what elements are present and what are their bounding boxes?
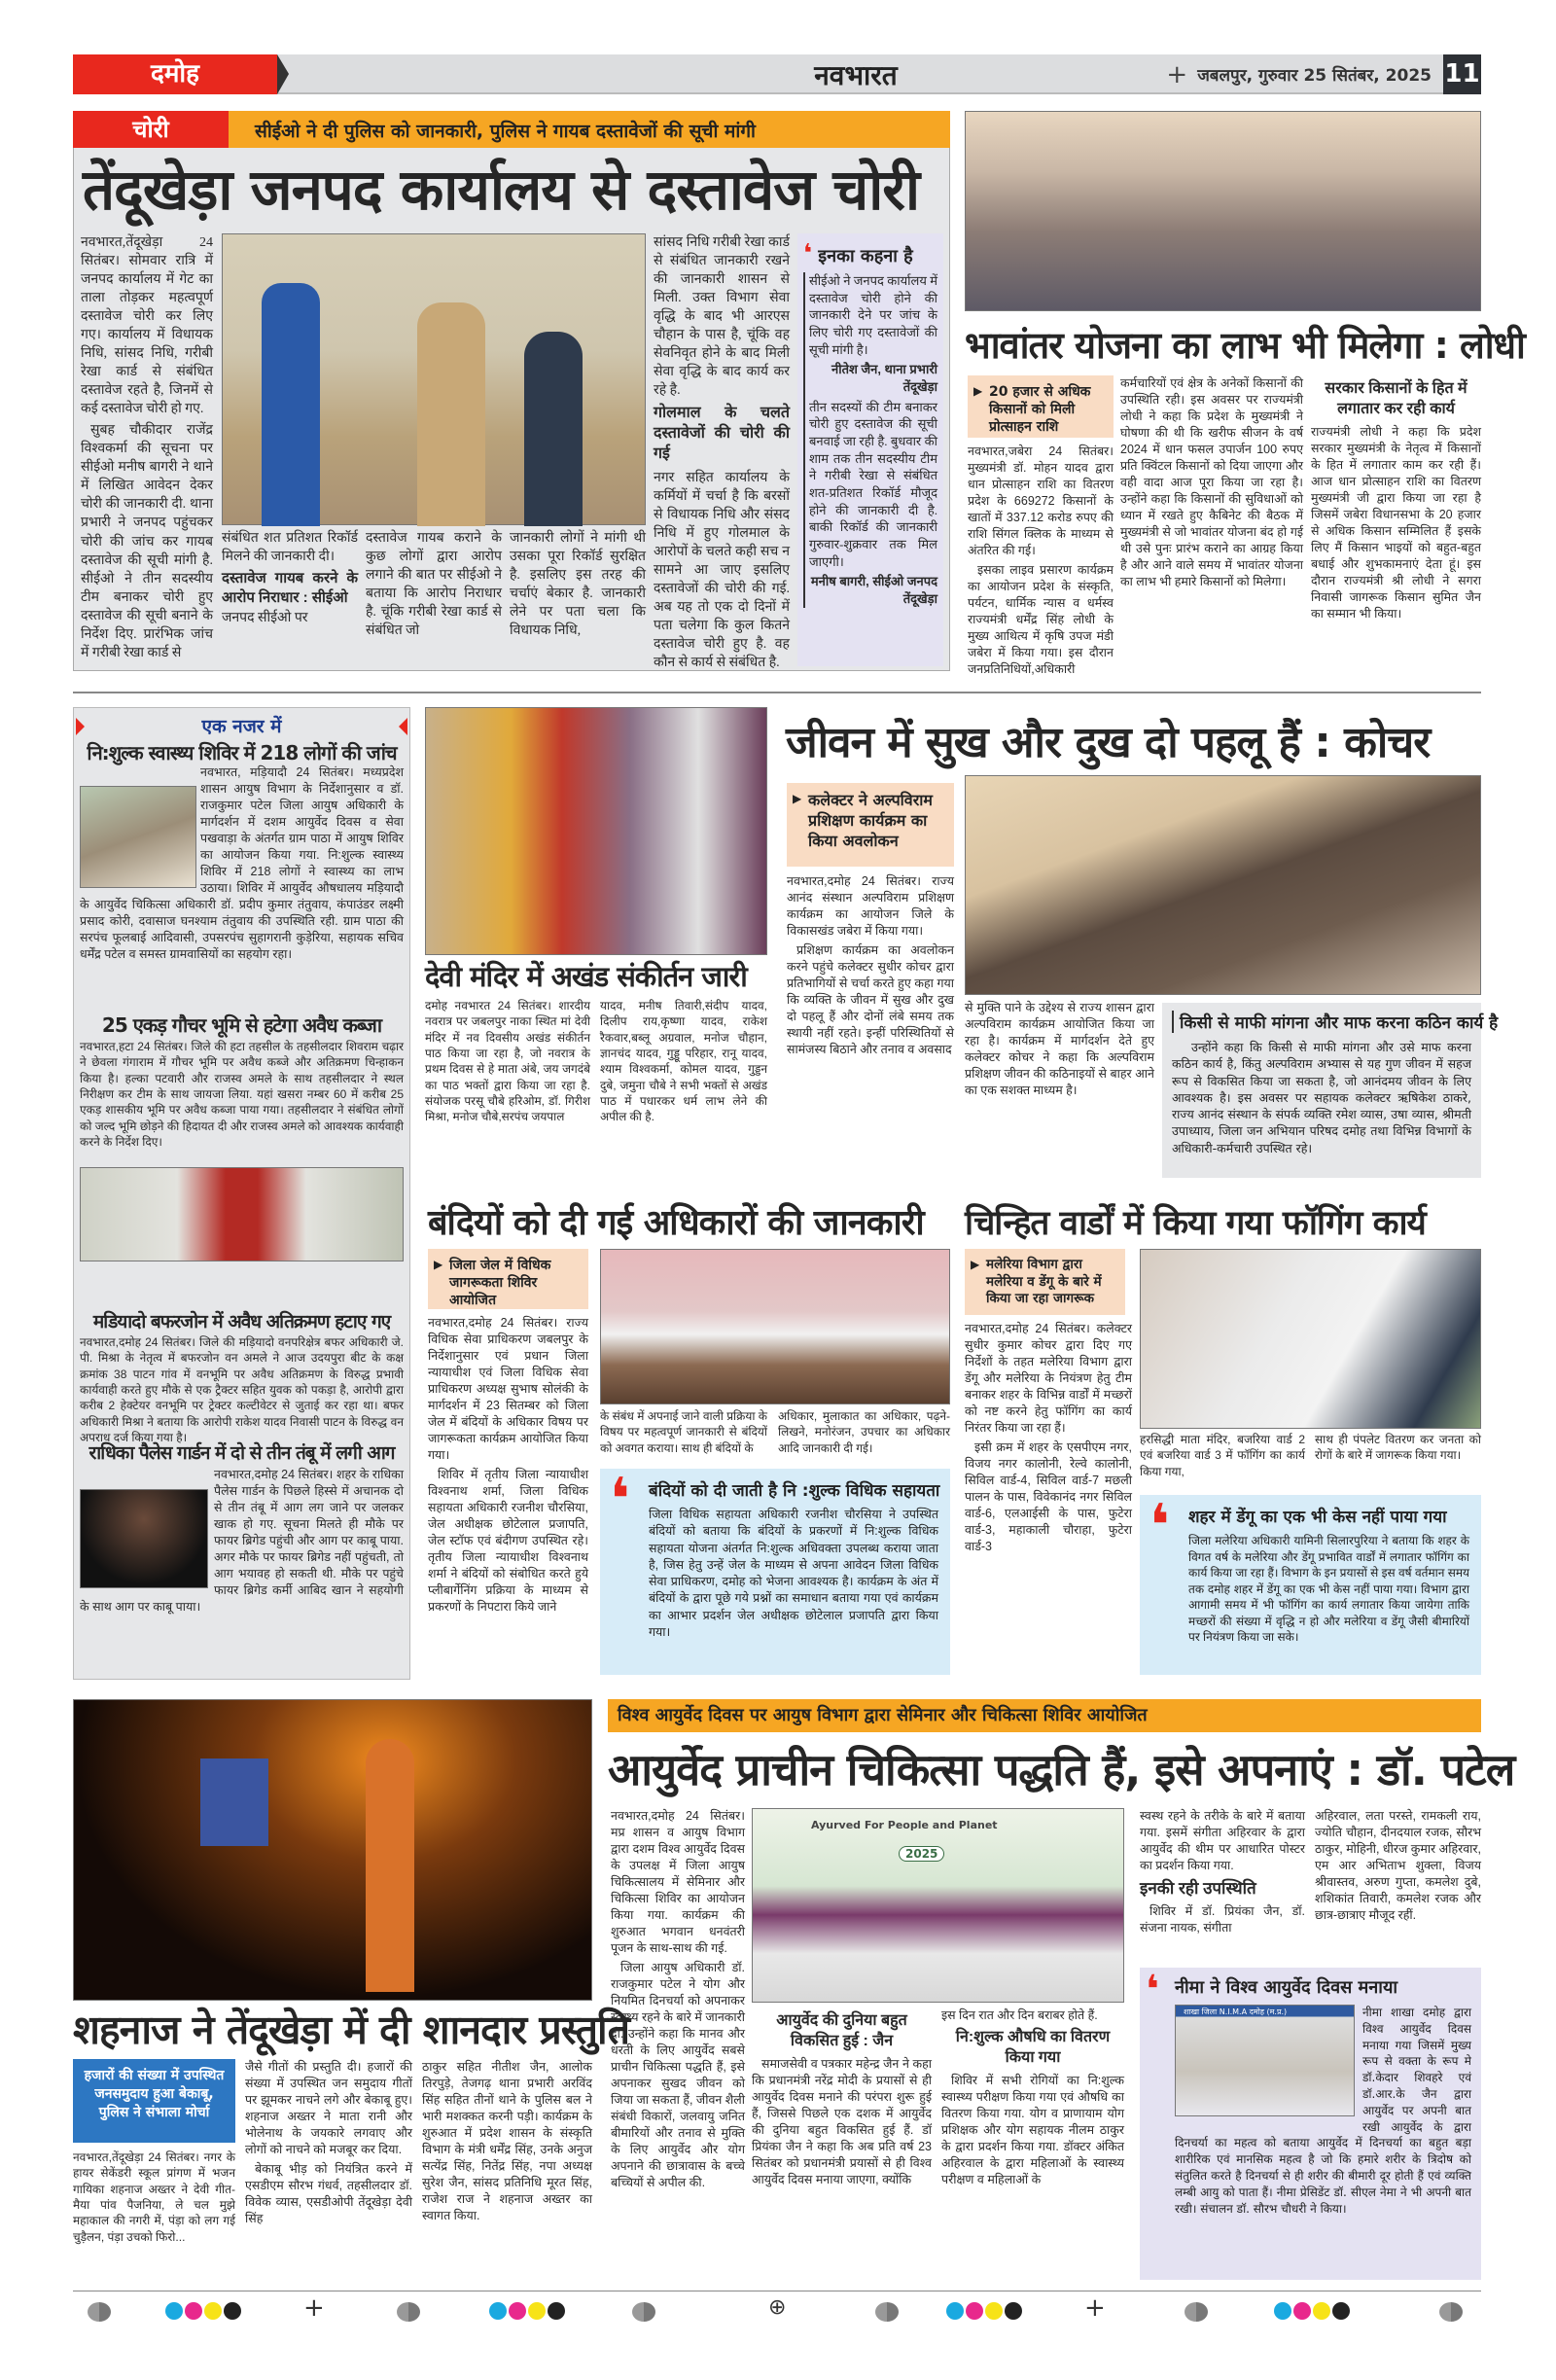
photo-devi-temple [425, 707, 767, 955]
cmyk-dot-icon [489, 2302, 507, 2320]
jail-quote-box: ❛ बंदियों को दी जाती है नि :शुल्क विधिक सहायता जिला विधिक सहायता अधिकारी रजनीश चौरसिया ने उपस्थित बंदियों को बताया कि बंदियों के प्रकरणों में नि:शुल्क विधिक सहायता योजना अंतर्गत नि:शुल्क अधिवक्ता उपलब्ध कराया जाता है, जिस हेतु उन्हें जेल के माध्यम से अपना आवेदन जिला विधिक सेवा प्राधिकरण, दमोह को भेजना आवश्यक है। कार्यक्रम के अंत में बंदियों के द्वारा पूछे गये प्रश्नों का समाधान बताया गया एवं कार्यक्रम का आभार प्रदर्शन जेल अधीक्षक छोटेलाल प्रजापति द्वारा किया गया। [600, 1469, 950, 1675]
photo-ayurveda-seminar [752, 1808, 1124, 2003]
kochar-subhead: ▶ कलेक्टर ने अल्पविराम प्रशिक्षण कार्यक्रम का किया अवलोकन [787, 783, 954, 867]
lodhi-subhead: ▶ 20 हजार से अधिक किसानों को मिली प्रोत्साहन राशि [968, 375, 1114, 438]
cmyk-dot-icon [1313, 2302, 1330, 2320]
divider [73, 692, 1481, 693]
top-story-tag: चोरी [73, 111, 229, 148]
dateline: जबलपुर, गुरुवार 25 सितंबर, 2025 [1197, 66, 1432, 86]
fogging-col3: साथ ही पंपलेट वितरण कर जनता को रोगों के बारे में जागरूक किया गया। [1315, 1433, 1481, 1463]
registration-mark-icon [397, 2302, 420, 2322]
photo-jail-camp [600, 1249, 950, 1404]
fire-headline: राधिका पैलेस गार्डन में दो से तीन तंबू में लगी आग [88, 1442, 395, 1464]
top-story-under-photo-c: जानकारी लोगों ने मांगी थी उसका पूरा रिकॉर्ड सुरक्षित है. इसलिए इस तरह की चर्चाएं बेकार है. जानकारी लेने पर पता चला कि विधायक निधि, [510, 531, 646, 639]
shahnaz-col1: नवभारत,तेंदूखेड़ा 24 सितंबर। नगर के हायर सेकेंडरी स्कूल प्रांगण में भजन गायिका शहनाज अख्तर ने देवी गीत-मैया पांव पैजनिया, ले चल मुझे महाकाल की नगरी में, पंड़ा को लग गई चुड़ैलन, पंड़ा उचको फिरो... [73, 2150, 235, 2244]
cmyk-dot-icon [1293, 2302, 1311, 2320]
section-tag-arrow [277, 54, 289, 94]
registration-mark-icon [88, 2302, 111, 2322]
top-story-kicker: सीईओ ने दी पुलिस को जानकारी, पुलिस ने गायब दस्तावेजों की सूची मांगी [255, 121, 756, 142]
shahnaz-col3: ठाकुर सहित नीतीश जैन, आलोक तिरपुड़े, तेजगढ़ थाना प्रभारी अरविंद सिंह सहित तीनों थाने के पुलिस बल ने भारी मशक्कत करनी पड़ी। कार्यक्रम के शुरुआत में प्रदेश शासन के संस्कृति विभाग के मंत्री धर्मेंद्र सिंह, उनके अनुज सत्येंद्र सिंह, नितेंद्र सिंह, नपा अध्यक्ष सुरेश जैन, सांसद प्रतिनिधि मूरत सिंह, राजेश राज ने शहनाज अख्तर का स्वागत किया. [422, 2060, 592, 2222]
quote-box [797, 233, 943, 666]
devi-col2: यादव, मनीष तिवारी,संदीप यादव, दिलीप राय,कृष्णा यादव, राकेश रैकवार,बब्लू अग्रवाल, मनोज चौहान, ज्ञानचंद यादव, गुड्डू परिहार, रानू यादव, श्याम विश्वकर्मा, कोमल यादव, गुड्डन दुबे, जमुना चौबे ने सभी भक्तों से अखंड पाठ में पधारकर धर्म लाभ लेने की अपील की है. [600, 999, 767, 1124]
section-tag: दमोह [73, 54, 277, 94]
quote-mark-icon: ❛ [1146, 1968, 1159, 2012]
quote-1-byline: नीतेश जैन, थाना प्रभारी तेंदूखेड़ा [831, 362, 937, 395]
shahnaz-highlight-box: हजारों की संख्या में उपस्थित जनसमुदाय हुआ बेकाबू, पुलिस ने संभाला मोर्चा [73, 2059, 235, 2143]
photo-farmers-meeting [965, 111, 1481, 311]
ayurveda-col4: स्वस्थ रहने के तरीके के बारे में बताया गया. इसमें संगीता अहिरवार के द्वारा आयुर्वेद की थीम पर आधारित पोस्टर का प्रदर्शन किया गया. इनकी रही उपस्थिति शिविर में डॉ. प्रियंका जैन, डॉ. संजना नायक, संगीता [1140, 1809, 1305, 1936]
jail-col1: नवभारत,दमोह 24 सितंबर। राज्य विधिक सेवा प्राधिकरण जबलपुर के निर्देशानुसार एवं प्रधान जिला न्यायाधीश एवं जिला विधिक सेवा प्राधिकरण अध्यक्ष सुभाष सोलंकी के मार्गदर्शन में 23 सितम्बर को जिला जेल में बंदियों के अधिकार विषय पर जागरूकता कार्यक्रम आयोजित किया गया। शिविर में तृतीय जिला न्यायाधीश विश्वनाथ शर्मा, जिला विधिक सहायता अधिकारी रजनीश चौरसिया, जेल अधीक्षक छोटेलाल प्रजापति, जेल स्टॉफ एवं बंदीगण उपस्थित रहे। तृतीय जिला न्यायाधीश विश्वनाथ शर्मा ने बंदियों को संबोधित करते हुये प्लीबार्गेनिंग प्रक्रिया के माध्यम से प्रकरणों के निपटारा किये जाने [428, 1316, 588, 1614]
ayurveda-headline: आयुर्वेद प्राचीन चिकित्सा पद्धति हैं, इसे अपनाएं : डॉ. पटेल [608, 1744, 1515, 1795]
ayurveda-col3: इस दिन रात और दिन बराबर होते हैं. नि:शुल्क औषधि का वितरण किया गया शिविर में सभी रोगियों का नि:शुल्क स्वास्थ्य परीक्षण किया गया एवं औषधि का वितरण किया गया. योग व प्राणायाम योग प्रशिक्षक और योग सहायक नीलम ठाकुर के द्वारा प्रदर्शन किया गया. डॉक्टर अंकित अहिरवाल के द्वारा महिलाओं के स्वास्थ्य परीक्षण व महिलाओं के [941, 2008, 1124, 2186]
ayurveda-col2: आयुर्वेद की दुनिया बहुत विकसित हुई : जैन समाजसेवी व पत्रकार महेन्द्र जैन ने कहा कि प्रधानमंत्री नरेंद्र मोदी के प्रयासों से ही आयुर्वेद दिवस मनाने की परंपरा शुरू हुई हैं, जिससे पिछले एक दशक में आयुर्वेद की दुनिया बहुत विकसित हुई हैं. डॉ प्रियंका जैन ने कहा कि अब प्रति वर्ष 23 सितंबर को प्रधानमंत्री प्रयासों से ही विश्व आयुर्वेद दिवस मनाया जाएगा, क्योंकि [752, 2012, 932, 2186]
photo-tractor-seized [80, 1167, 404, 1261]
crosshair-icon: + [1166, 59, 1188, 89]
jail-subhead: ▶ जिला जेल में विधिक जागरूकता शिविर आयोजित [428, 1249, 588, 1309]
kochar-col1: नवभारत,दमोह 24 सितंबर। राज्य आनंद संस्थान अल्पविराम प्रशिक्षण कार्यक्रम का आयोजन जिले के विकासखंड जबेरा में किया गया। प्रशिक्षण कार्यक्रम का अवलोकन करने पहुंचे कलेक्टर सुधीर कोचर द्वारा प्रतिभागियों से चर्चा करते हुए कहा गया कि व्यक्ति के जीवन में सुख और दुख दो पहलू हैं और दोनों लंबे समय तक स्थायी नहीं रहते। इन्हीं परिस्थितियों से सामंजस्य बिठाने और तनाव व अवसाद [787, 874, 954, 1056]
buffer-zone-body: नवभारत,दमोह 24 सितंबर। जिले की मड़ियादो वनपरिक्षेत्र बफर अधिकारी जे. पी. मिश्रा के नेतृत्व में बफरजोन वन अमले ने आज उदयपुरा बीट के कक्ष क्रमांक 38 पाटन गांव में वनभूमि पर अवैध अतिक्रमण के विरुद्ध प्रभावी कार्यवाही करते हुए मौके से एक ट्रैक्टर सहित युवक को पकड़ा है, आरोपी द्वारा करीब 2 हेक्टेयर वनभूमि पर ट्रेक्टर कल्टीवेटर से जुताई कर रहा था। बफर अधिकारी मिश्रा ने बताया कि आरोपी राकेश यादव निवासी पाटन के विरुद्ध वन अपराध दर्ज किया गया है। [80, 1335, 404, 1444]
quote-title: इनका कहना है [818, 246, 913, 266]
quote-mark-icon: ❛ [803, 239, 813, 268]
quote-mark-icon: ❛ [610, 1466, 630, 1534]
cmyk-dot-icon [528, 2302, 546, 2320]
neema-text: नीमा शाखा दमोह द्वारा विश्व आयुर्वेद दिवस मनाया गया जिसमें मुख्य रूप से वक्ता के रूप मे डॉ.केदार शिवहरे एवं डॉ.आर.के जैन द्वारा आयुर्वेद पर अपनी बात रखी आयुर्वेद के द्वारा दिनचर्या का महत्व को बताया आयुर्वेद में दिनचर्या का बहुत बड़ा शारीरिक एवं मानसिक महत्व है जो कि हमारे शरीर के त्रिदोष को संतुलित करते है दिनचर्या से ही शरीर की बीमारी दूर होती हैं एवं व्यक्ति लम्बी आयु को पाता हैं। नीमा प्रेसिडेंट डॉ. सीएल नेमा ने भी अपनी बात रखी। संचालन डॉ. सौरभ चौधरी ने किया। [1175, 2006, 1471, 2216]
lodhi-col1: नवभारत,जबेरा 24 सितंबर। मुख्यमंत्री डॉ. मोहन यादव द्वारा धान प्रोत्साहन राशि का वितरण प्रदेश के 669272 किसानों के खातों में 337.12 करोड रुपए की राशि सिंगल क्लिक के माध्यम से अंतरित की गई। इसका लाइव प्रसारण कार्यक्रम का आयोजन प्रदेश के संस्कृति, पर्यटन, धार्मिक न्यास व धर्मस्व राज्यमंत्री धर्मेंद्र सिंह लोधी के मुख्य आथित्य में कृषि उपज मंडी जबेरा में किया गया। इस दौरान जनप्रतिनिधियों,अधिकारी [968, 444, 1114, 676]
neema-title: नीमा ने विश्व आयुर्वेद दिवस मनाया [1175, 1977, 1398, 1998]
registration-mark-icon [632, 2302, 655, 2322]
cmyk-dot-icon [946, 2302, 964, 2320]
crosshair-icon: + [1084, 2293, 1106, 2323]
cmyk-dot-icon [985, 2302, 1003, 2320]
shahnaz-col2: जैसे गीतों की प्रस्तुति दी। हजारों की संख्या में उपस्थित जन समुदाय गीतों पर झूमकर नाचने लगे और बेकाबू हुए। शहनाज अख्तर ने माता रानी और भोलेनाथ के जयकारे लगवाए और लोगों को नाचने को मजबूर कर दिया. बेकाबू भीड़ को नियंत्रित करने में एसडीएम सौरभ गंधर्व, तहसीलदार डॉ. विवेक व्यास, एसडीओपी तेंदूखेड़ा देवी सिंह [245, 2060, 412, 2225]
cmyk-dot-icon [1005, 2302, 1022, 2320]
jail-col2: के संबंध में अपनाई जाने वाली प्रक्रिया के विषय पर महत्वपूर्ण जानकारी से बंदियों को अवगत कराया। साथ ही बंदियों के [600, 1409, 767, 1455]
gauchar-headline: 25 एकड़ गौचर भूमि से हटेगा अवैध कब्जा [101, 1013, 382, 1037]
top-story-under-photo-b: दस्तावेज गायब कराने के कुछ लोगों द्वारा आरोप लगाने की बात पर सीईओ ने बताया कि आरोप निराधार है. चूंकि गरीबी रेखा कार्ड से संबंधित जो [366, 531, 502, 639]
registration-mark-icon [1439, 2302, 1463, 2322]
masthead: नवभारत [814, 59, 898, 91]
cmyk-dot-icon [509, 2302, 526, 2320]
registration-mark-icon [1185, 2302, 1208, 2322]
cmyk-dot-icon [165, 2302, 183, 2320]
dateline-group [1166, 54, 1432, 94]
jail-col3: अधिकार, मुलाकात का अधिकार, पढ़ने-लिखने, मनोरंजन, उपचार का अधिकार आदि जानकारी दी गई। [778, 1409, 950, 1455]
cmyk-dot-icon [185, 2302, 202, 2320]
devi-col1: दमोह नवभारत 24 सितंबर। शारदीय नवरात्र पर जबलपुर नाका स्थित मां देवी मंदिर में नव दिवसीय अखंड संकीर्तन पाठ किया जा रहा है, जो नवरात्र के प्रथम दिवस से हे माता अंबे, जय जगदंबे का पाठ भक्तों द्वारा किया जा रहा है. संयोजक परसू चौबे हरिओम, डॉ. गिरीश मिश्रा, मनोज चौबे,सरपंच जयपाल [425, 999, 590, 1124]
photo-shahnaz-concert [73, 1699, 592, 2001]
fogging-quote-box: ❛ शहर में डेंगू का एक भी केस नहीं पाया गया जिला मलेरिया अधिकारी यामिनी सिलारपुरिया ने बताया कि शहर के विगत वर्ष के मलेरिया और डेंगू प्रभावित वार्डों में लगातार फॉगिंग का कार्य किया जा रहा हैं। विभाग के इन प्रयासों से इस वर्ष वर्तमान समय तक दमोह शहर में डेंगू का एक भी केस नहीं पाया गया। विभाग द्वारा आगामी समय में भी फॉगिंग का कार्य लगातार किया जायेगा ताकि मच्छरों की संख्या में वृद्धि न हो और मलेरिया व डेंगू जैसी बीमारियों पर नियंत्रण किया जा सके। [1140, 1495, 1481, 1675]
red-marker-icon [76, 718, 85, 735]
quote-2-byline: मनीष बागरी, सीईओ जनपद तेंदूखेड़ा [810, 574, 937, 607]
kochar-col2: से मुक्ति पाने के उद्देश्य से राज्य शासन द्वारा अल्पविराम कार्यक्रम आयोजित किया जा रहा है। कार्यक्रम में मार्गदर्शन देते हुए कलेक्टर कोचर ने कहा कि अल्पविराम प्रशिक्षण जीवन की कठिनाइयों से बाहर आने का एक सशक्त माध्यम है। [965, 1001, 1154, 1097]
ek-nazar-label: एक नजर में [201, 716, 282, 737]
kochar-headline: जीवन में सुख और दुख दो पहलू हैं : कोचर [786, 718, 1431, 767]
kochar-box: किसी से माफी मांगना और माफ करना कठिन कार्य है उन्होंने कहा कि किसी से माफी मांगना और उसे माफ करना कठिन कार्य है, किंतु अल्पविराम अभ्यास से यह गुण जीवन में सहज रूप से विकसित किया जा सकता है, जो आनंदमय जीवन के लिए आवश्यक है। इस अवसर पर सहायक कलेक्टर ऋषिकेश ठाकरे, राज्य आनंद संस्थान के संपर्क व्यक्ति रमेश व्यास, उषा व्यास, श्रीमती उपाध्याय, जिला जन अभियान परिषद दमोह तथा विभिन्न विभागों के अधिकारी-कर्मचारी उपस्थित रहे। [1162, 1003, 1481, 1178]
cmyk-dot-icon [966, 2302, 983, 2320]
fogging-headline: चिन्हित वार्डों में किया गया फॉगिंग कार्य [965, 1204, 1426, 1243]
ayurveda-col1: नवभारत,दमोह 24 सितंबर। मप्र शासन व आयुष विभाग द्वारा दशम विश्व आयुर्वेद दिवस के उपलक्ष में जिला आयुष चिकित्सालय में सेमिनार और चिकित्सा शिविर का आयोजन किया गया. कार्यक्रम की शुरुआत भगवान धनवंतरी पूजन के साथ-साथ की गई. जिला आयुष अधिकारी डॉ. राजकुमार पटेल ने योग और नियमित दिनचर्या को अपनाकर स्वस्थ्य रहने के बारे में जानकारी दी. उन्होंने कहा कि मानव और धरती के लिए आयुर्वेद सबसे प्राचीन चिकित्सा पद्धति हैं, इसे अपनाकर सुखद जीवन को जिया जा सकता हैं, जीवन शैली संबंधी विकारों, जलवायु जनित बीमारियों और तनाव से मुक्ति के लिए आयुर्वेद और योग अपनाने की छात्रावास के बच्चे बच्चियों से अपील की. [611, 1809, 746, 2189]
photo-banner-text: शाखा जिला N.I.M.A दमोह (म.प्र.) [1184, 2007, 1288, 2016]
fogging-subhead: ▶ मलेरिया विभाग द्वारा मलेरिया व डेंगू के बारे में किया जा रहा जागरूक [965, 1249, 1125, 1315]
photo-fogging [1140, 1249, 1481, 1429]
shahnaz-headline: शहनाज ने तेंदूखेड़ा में दी शानदार प्रस्तुति [73, 2007, 630, 2053]
buffer-zone-headline: मडियादो बफरजोन में अवैध अतिक्रमण हटाए गए [92, 1311, 391, 1332]
fire-body: नवभारत,दमोह 24 सितंबर। शहर के राधिका पैलेस गार्डन के पिछले हिस्से में अचानक दो से तीन तंबू में आग लग जाने पर जलकर खाक हो गए. सूचना मिलते ही मौके पर फायर ब्रिगेड पहुंची और आग पर काबू पाया. अगर मौके पर फायर ब्रिगेड नहीं पहुंचती, तो आग भयावह हो सकती थी. मौके पर पहुंचे फायर ब्रिगेड कर्मी आबिद खान ने सहयोगी के साथ आग पर काबू पाया। [80, 1468, 404, 1614]
jail-headline: बंदियों को दी गई अधिकारों की जानकारी [428, 1203, 924, 1243]
fogging-col1: नवभारत,दमोह 24 सितंबर। कलेक्टर सुधीर कुमार कोचर द्वारा दिए गए निर्देशों के तहत मलेरिया विभाग द्वारा डेंगू और मलेरिया के नियंत्रण हेतु टीम बनाकर शहर के विभिन्न वार्डों में मच्छरों को नष्ट करने हेतु फॉगिंग का कार्य निरंतर किया जा रहा हैं। इसी क्रम में शहर के एसपीएम नगर, विजय नगर कालोनी, रेल्वे कालोनी, सिविल वार्ड-4, सिविल वार्ड-7 मछली पालन के पास, विवेकानंद नगर सिविल वार्ड-6, एलआईसी के पास, फुटेरा वार्ड-3, महाकाली चौराहा, फुटेरा वार्ड-3 [965, 1322, 1132, 1553]
lodhi-col3: सरकार किसानों के हित में लगातार कर रही कार्य राज्यमंत्री लोधी ने कहा कि प्रदेश सरकार मुख्यमंत्री के नेतृत्व में किसानों के हित में लगातार काम कर रही हैं। आज धान प्रोत्साहन राशि का वितरण मुख्यमंत्री जी द्वारा किया जा रहा है जिसमें जबेरा विधानसभा के 20 हजार से अधिक किसान सम्मिलित हैं इसके लिए मैं किसान भाइयों को बहुत-बहुत बधाई और शुभकामनाएं देता हूं। इस दौरान राज्यमंत्री श्री लोधी ने सगरा निवासी जागरूक किसान सुमित जैन का सम्मान भी किया। [1311, 380, 1481, 621]
ayurveda-col5: अहिरवाल, लता परस्ते, रामकली राय, ज्योति चौहान, दीनदयाल रजक, सौरभ ठाकुर, मोहिनी, धीरज कुमार अहिरवार, एम आर अभिताभ शुक्ला, विजय श्रीवास्तव, अरुण गुप्ता, कमलेश दुबे, शशिकांत तिवारी, कमलेश रजक और छात्र-छात्राए मौजूद रहीं. [1315, 1809, 1481, 1922]
cmyk-dot-icon [1332, 2302, 1350, 2320]
top-story-col1: नवभारत,तेंदूखेड़ा 24 सितंबर। सोमवार रात्रि में जनपद कार्यालय में गेट का ताला तोड़कर महत्वपूर्ण दस्तावेज चोरी कर लिए गए। कार्यालय में विधायक निधि, सांसद निधि, गरीबी रेखा कार्ड से संबंधित दस्तावेज रहते है, जिनमें से कई दस्तावेज चोरी हो गए. सुबह चौकीदार राजेंद्र विश्वकर्मा की सूचना पर सीईओ मनीष बागरी ने थाने में लिखित आवेदन देकर चोरी की जानकारी दी. थाना प्रभारी ने जनपद पहुंचकर चोरी की जांच कर गायब दस्तावेज की सूची मांगी है. सीईओ ने तीन सदस्यीय टीम बनाकर चोरी हुए दस्तावेज की सूची बनाने के निर्देश दिए. प्रारंभिक जांच में गरीबी रेखा कार्ड से [81, 235, 213, 660]
photo-police-inspection [222, 233, 646, 525]
ayurveda-kicker-bar: विश्व आयुर्वेद दिवस पर आयुष विभाग द्वारा सेमिनार और चिकित्सा शिविर आयोजित [608, 1699, 1481, 1732]
neema-box [1140, 1968, 1481, 2280]
quote-2: तीन सदस्यों की टीम बनाकर चोरी हुए दस्तावेज की सूची बनवाई जा रही है. बुधवार की शाम तक तीन सदस्यीय टीम ने गरीबी रेखा से संबंधित शत-प्रतिशत रिकॉर्ड मौजूद होने की जानकारी दी है. बाकी रिकॉर्ड की जानकारी गुरुवार-शुक्रवार तक मिल जाएगी। [809, 399, 937, 569]
health-camp-body: नवभारत, मड़ियादौ 24 सितंबर। मध्यप्रदेश शासन आयुष विभाग के निर्देशानुसार व डॉ. राजकुमार पटेल जिला आयुष अधिकारी के मार्गदर्शन में दशम आयुर्वेद दिवस व सेवा पखवाड़ा के अंतर्गत ग्राम पाठा में आयुष शिविर का आयोजन किया गया. नि:शुल्क स्वास्थ्य शिविर में 218 लोगों ने स्वास्थ्य का लाभ उठाया। शिविर में आयुर्वेद औषधालय मड़ियादौ के आयुर्वेद चिकित्सा अधिकारी डॉ. प्रदीप कुमार तंतुवाय, कंपाउंडर लक्ष्मी प्रसाद कोरी, दवासाज घनश्याम तंतुवाय की उपस्थिति रही. ग्राम पाठा की सरपंच फूलबाई आदिवासी, उपसरपंच सुहागरानी कुड़ेरिया, सहायक सचिव धर्मेंद्र पटेल व समस्त ग्रामवासियों का सहयोग रहा। [80, 765, 404, 961]
page-number: 11 [1443, 54, 1481, 94]
cmyk-dot-icon [1274, 2302, 1291, 2320]
lodhi-headline: भावांतर योजना का लाभ भी मिलेगा : लोधी [965, 324, 1525, 367]
photo-banner-text: Ayurved For People and Planet [811, 1819, 998, 1831]
devi-headline: देवी मंदिर में अखंड संकीर्तन जारी [425, 960, 747, 993]
cmyk-dot-icon [224, 2302, 241, 2320]
cmyk-dot-icon [204, 2302, 222, 2320]
crosshair-icon: + [303, 2293, 325, 2323]
cmyk-dot-icon [548, 2302, 565, 2320]
quote-mark-icon: ❛ [1149, 1492, 1170, 1560]
fogging-col2: हरसिद्धी माता मंदिर, बजरिया वार्ड 2 एवं बजरिया वार्ड 3 में फॉगिंग का कार्य किया गया, [1140, 1433, 1305, 1478]
red-marker-icon [399, 718, 407, 735]
top-story-col3: सांसद निधि गरीबी रेखा कार्ड से संबंधित जानकारी रखने की जानकारी शासन से मिली. उक्त विभाग सेवा वृद्धि के बाद भी आरएस चौहान के पास है, चूंकि वह सेवनिवृत होने के बाद मिली सेवा वृद्धि के बाद कार्य कर रहे है. गोलमाल के चलते दस्तावेजों की चोरी की गई नगर सहित कार्यालय के कर्मियों में चर्चा है कि बरसों से विधायक निधि और संसद निधि में हुए गोलमाल के आरोपों के चलते कही सच न सामने आ जाए इसलिए दस्तावेजों की चोरी की गई. अब यह तो एक दो दिनों में पता चलेगा कि कुल कितने दस्तावेज चोरी हुए है. वह कौन से कार्य से संबंधित है. [654, 235, 790, 670]
quote-1: सीईओ ने जनपद कार्यालय में दस्तावेज चोरी होने की जानकारी देने पर जांच के लिए चोरी गए दस्तावेजों की सूची मांगी है। [809, 273, 937, 357]
lodhi-col2: कर्मचारियों एवं क्षेत्र के अनेकों किसानों की उपस्थिति रही। इस अवसर पर राज्यमंत्री लोधी ने कहा कि प्रदेश के मुख्यमंत्री ने घोषणा की थी कि खरीफ सीजन के वर्ष 2024 में धान फसल उपार्जन 100 रुपए प्रति क्विंटल किसानों को दिया जाएगा और वही वादा आज पूरा किया जा रहा है। उन्होंने कहा कि किसानों की सुविधाओं को ध्यान में रखते हुए कैबिनेट की बैठक में मुख्यमंत्री से जो भावांतर योजना बंद हो गई थी उसे पुनः प्रारंभ कराने का आग्रह किया है और आने वाले समय में भावांतर योजना का लाभ भी हमारे किसानों को मिलेगा। [1120, 376, 1303, 588]
top-story-under-photo-a: संबंधित शत प्रतिशत रिकॉर्ड मिलने की जानकारी दी। दस्तावेज गायब करने के आरोप निराधार : सीईओ जनपद सीईओ पर [222, 531, 358, 626]
gauchar-body: नवभारत,हटा 24 सितंबर। जिले की हटा तहसील के तहसीलदार शिवराम चढ़ार ने छेवला गंगाराम में गौचर भूमि पर अवैध कब्जे और अतिक्रमण चिन्हाकन किया है। हल्का पटवारी और राजस्व अमले के साथ तहसीलदार ने स्थल निरीक्षण कर टीम के साथ जायजा लिया. यहां खसरा नम्बर 60 में करीब 25 एकड़ शासकीय भूमि पर अवैध कब्जा पाया गया। तहसीलदार ने संबंधित लोगों को जल्द भूमि छोड़ने की हिदायत दी और राजस्व अमले को आवश्यक कार्यवाही करने के निर्देश दिए। [80, 1040, 404, 1149]
photo-banner-year: 2025 [899, 1846, 944, 1862]
photo-neema [1175, 2005, 1355, 2116]
target-mark-icon: ⊕ [768, 2295, 787, 2320]
top-story-headline: तेंदूखेड़ा जनपद कार्यालय से दस्तावेज चोरी [83, 157, 920, 223]
photo-training-meeting [965, 775, 1481, 995]
registration-mark-icon [875, 2302, 899, 2322]
health-camp-headline: नि:शुल्क स्वास्थ्य शिविर में 218 लोगों की जांच [87, 741, 397, 764]
